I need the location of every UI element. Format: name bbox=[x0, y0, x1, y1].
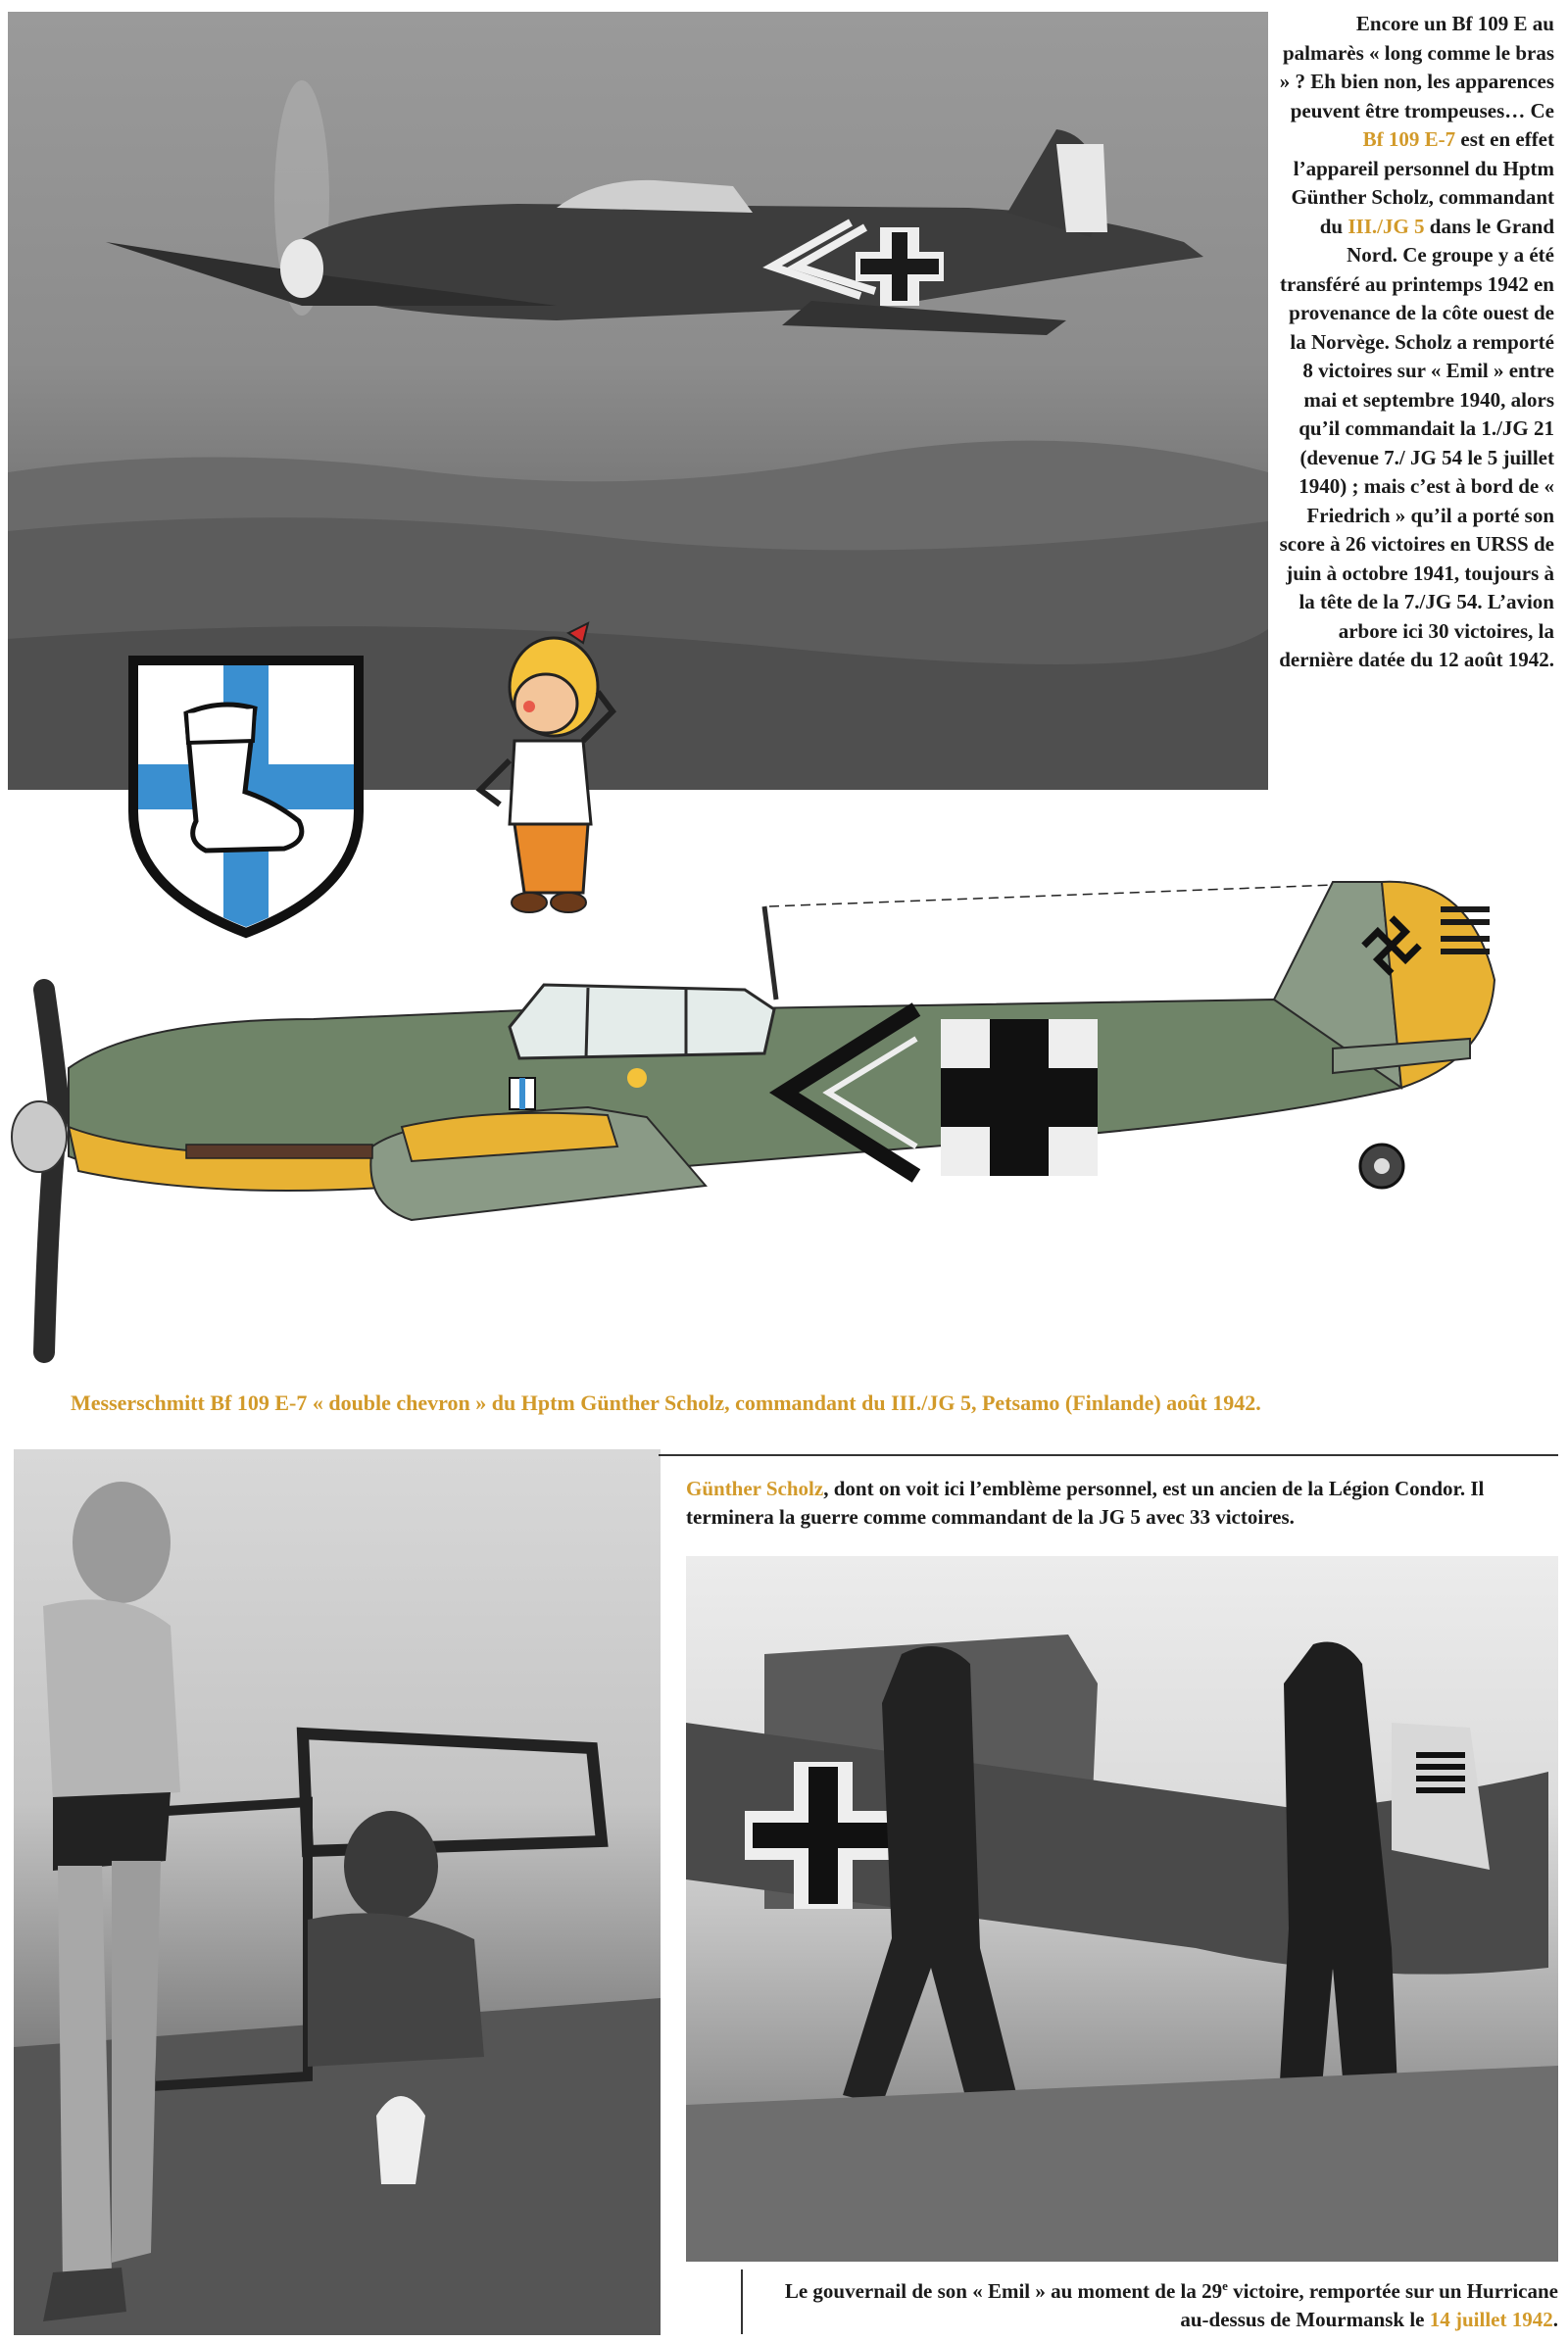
section-rule bbox=[659, 1454, 1558, 1456]
profile-caption: Messerschmitt Bf 109 E-7 « double chevron » du Hptm Günther Scholz, commandant du III./JG 5, Petsamo (Finlande) août 1942. bbox=[71, 1391, 1261, 1415]
caption-rule bbox=[741, 2269, 743, 2334]
top-caption: Encore un Bf 109 E au palmarès « long comme le bras » ? Eh bien non, les apparences peuvent être trompeuses… Ce Bf 109 E-7 est en effet l’appareil personnel du Hptm Günther Scholz, commandant du III./JG 5 dans le Grand Nord. Ce groupe y a été transféré au printemps 1942 en provenance de la côte ouest de la Norvège. Scholz a remporté 8 victoires sur « Emil » entre mai et septembre 1940, alors qu’il commandait la 1./JG 21 (devenue 7./ JG 54 le 5 juillet 1940) ; mais c’est à bord de « Friedrich » qu’il a porté son score à 26 victoires en URSS de juin à octobre 1941, toujours à la tête de la 7./JG 54. L’avion arbore ici 30 victoires, la dernière datée du 12 août 1942. bbox=[1279, 12, 1554, 671]
pilot-cockpit-photo bbox=[14, 1449, 661, 2335]
caption-highlight-bf109e7: Bf 109 E-7 bbox=[1362, 127, 1456, 151]
aircraft-profile bbox=[0, 862, 1568, 1391]
ground-crew-photo bbox=[686, 1556, 1558, 2262]
scholz-name-highlight: Günther Scholz bbox=[686, 1477, 824, 1500]
date-highlight: 14 juillet 1942 bbox=[1429, 2308, 1553, 2331]
scholz-caption: Günther Scholz, dont on voit ici l’emblème personnel, est un ancien de la Légion Condor. Il terminera la guerre comme commandant de la JG 5 avec 33 victoires. bbox=[686, 1477, 1485, 1529]
rudder-caption: Le gouvernail de son « Emil » au moment de la 29e victoire, remportée sur un Hurricane au-dessus de Mourmansk le 14 juillet 1942. bbox=[784, 2278, 1558, 2331]
caption-highlight-unit: III./JG 5 bbox=[1348, 214, 1425, 238]
